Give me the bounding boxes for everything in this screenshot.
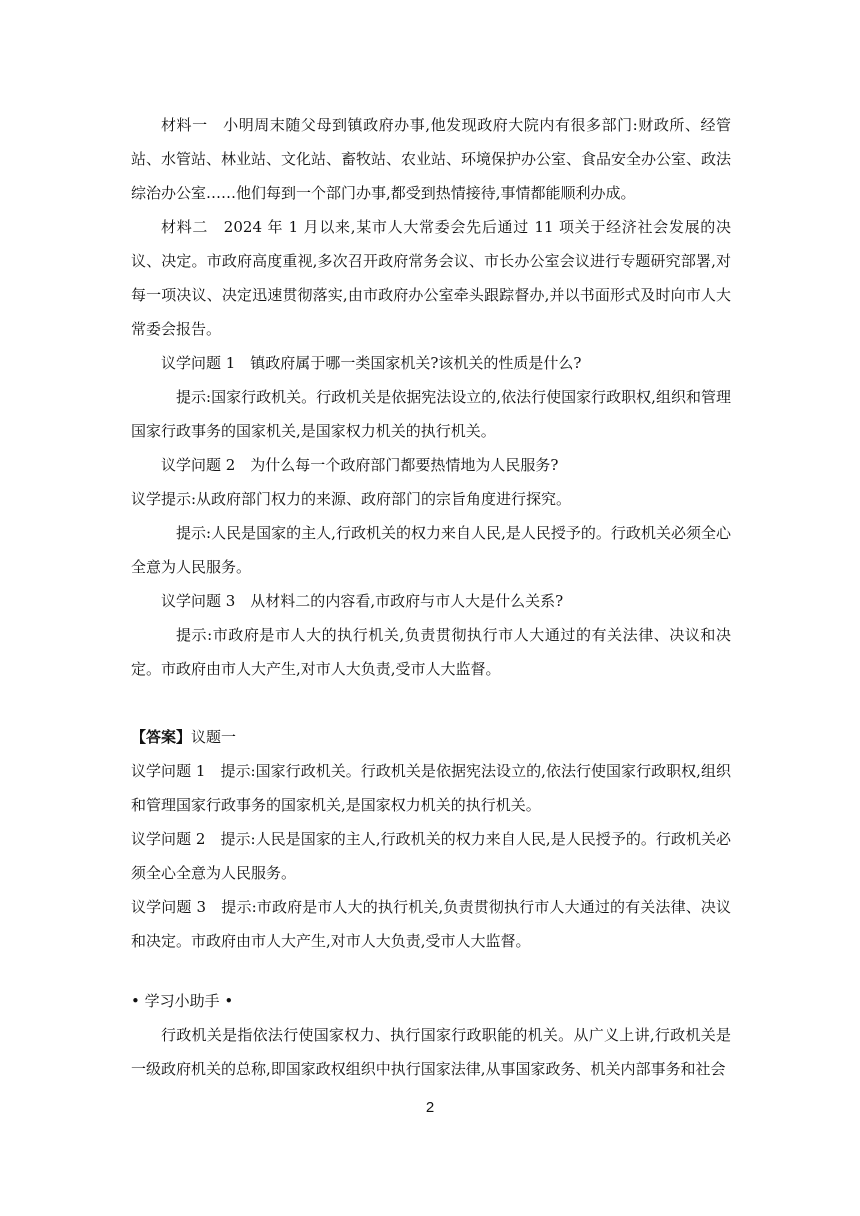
material-two: 材料二 2024 年 1 月以来,某市人大常委会先后通过 11 项关于经济社会发展的决议、决定。市政府高度重视,多次召开政府常务会议、市长办公室会议进行专题研究部署,对每一项决议、决定迅速贯彻落实,由市政府办公室牵头跟踪督办,并以书面形式及时向市人大常委会报告。	[131, 218, 731, 338]
question-2: 议学问题 2 为什么每一个政府部门都要热情地为人民服务?	[161, 456, 559, 474]
page-number: 2	[425, 1099, 435, 1116]
answer-heading: 【答案】	[131, 728, 192, 746]
material-one: 材料一 小明周末随父母到镇政府办事,他发现政府大院内有很多部门:财政所、经管站、水管站、林业站、文化站、畜牧站、农业站、环境保护办公室、食品安全办公室、政法综治办公室……他们每到一个部门办事,都受到热情接待,事情都能顺利办成。	[131, 116, 732, 202]
answer-heading-line	[131, 720, 731, 754]
question-1: 议学问题 1 镇政府属于哪一类国家机关?该机关的性质是什么?	[161, 354, 582, 372]
helper-text: 行政机关是指依法行使国家权力、执行国家行政职能的机关。从广义上讲,行政机关是一级政府机关的总称,即国家政权组织中执行国家法律,从事国家政务、机关内部事务和社会	[131, 1026, 731, 1078]
helper-title: • 学习小助手 •	[131, 992, 234, 1010]
page-content	[131, 108, 731, 1086]
section-spacer	[131, 686, 731, 720]
question-2-hint: 提示:人民是国家的主人,行政机关的权力来自人民,是人民授予的。行政机关必须全心全意为人民服务。	[131, 524, 731, 576]
answer-topic: 议题一	[191, 728, 237, 746]
question-1-hint: 提示:国家行政机关。行政机关是依据宪法设立的,依法行使国家行政职权,组织和管理国家行政事务的国家机关,是国家权力机关的执行机关。	[131, 388, 731, 440]
question-2-tip: 议学提示:从政府部门权力的来源、政府部门的宗旨角度进行探究。	[131, 490, 572, 508]
answer-item-1: 议学问题 1 提示:国家行政机关。行政机关是依据宪法设立的,依法行使国家行政职权,组织和管理国家行政事务的国家机关,是国家权力机关的执行机关。	[131, 762, 731, 814]
question-3: 议学问题 3 从材料二的内容看,市政府与市人大是什么关系?	[161, 592, 564, 610]
question-3-hint: 提示:市政府是市人大的执行机关,负责贯彻执行市人大通过的有关法律、决议和决定。市政府由市人大产生,对市人大负责,受市人大监督。	[131, 626, 731, 678]
answer-item-2: 议学问题 2 提示:人民是国家的主人,行政机关的权力来自人民,是人民授予的。行政机关必须全心全意为人民服务。	[131, 830, 731, 882]
section-spacer	[131, 958, 731, 984]
answer-item-3: 议学问题 3 提示:市政府是市人大的执行机关,负责贯彻执行市人大通过的有关法律、决议和决定。市政府由市人大产生,对市人大负责,受市人大监督。	[131, 898, 731, 950]
